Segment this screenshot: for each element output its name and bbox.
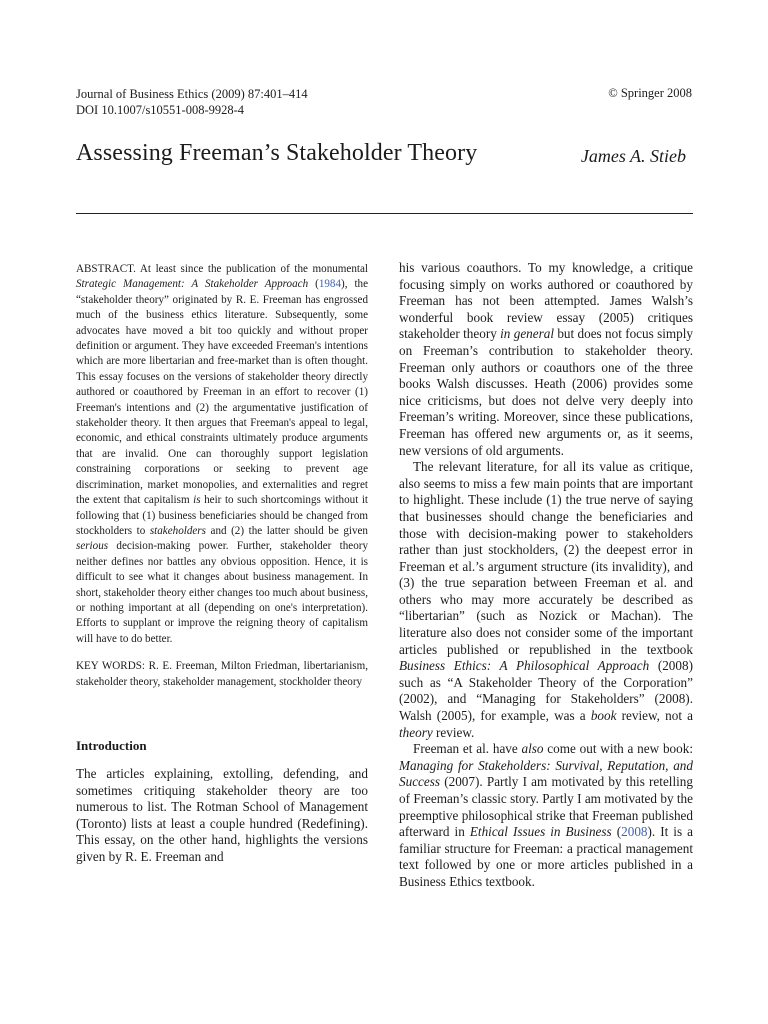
paragraph-text: The relevant literature, for all its value as critique, also seems to miss a few main points that are important to highlight. These include (1) the true nerve of saying that businesses should change the beneficiaries and those with decision-making power to stakeholders rather than just stockholders, (2) the deepest error in Freeman et al.’s argument structure (its invalidity), and (3) the true separation between Freeman et al. and others who may more accurately be described as “libertarian” (such as Nozick or Machan). The literature also does not consider some of the important articles published or republished in the textbook <box>399 459 693 657</box>
book-title: Business Ethics: A Philosophical Approach <box>399 658 650 674</box>
paragraph-text: ( <box>611 824 622 840</box>
abstract-book-title: Strategic Management: A Stakeholder Approach <box>76 278 309 291</box>
paragraph-emphasis: theory <box>399 724 433 740</box>
paragraph-emphasis: also <box>521 741 544 757</box>
introduction-paragraph: The articles explaining, extolling, defending, and sometimes critiquing stakeholder theory are too numerous to list. The Rotman School of Management (Toronto) lists at least a couple hundred (Redefining). This essay, on the other hand, highlights the versions given by R. E. Freeman and <box>76 765 368 864</box>
abstract-text: At least since the publication of the monumental <box>135 263 368 275</box>
paragraph-emphasis: in general <box>500 326 555 342</box>
title-divider <box>76 213 693 214</box>
keywords-text: R. E. Freeman, Milton Friedman, libertarianism, stakeholder theory, stakeholder management, stockholder theory <box>76 660 368 688</box>
abstract-emphasis: serious <box>76 540 109 553</box>
abstract-text: ), the “stakeholder theory” originated by R. E. Freeman has engrossed much of the business ethics literature. Subsequently, some advocates have moved a bit too quickly and without proper definition or argument. They have exceeded Freeman's intentions which are more libertarian and free-market than is often thought. This essay focuses on the versions of stakeholder theory directly authored or coauthored by Freeman in an effort to recover (1) Freeman's intentions and (2) the argumentative justification of stakeholder theory. It then argues that Freeman's appeal to legal, economic, and ethical constraints ultimately produce arguments that are invalid. One can thoroughly support legislation constraining corporations or seeking to prevent age discrimination, market monopolies, and externalities and regret the extent that capitalism <box>76 278 369 507</box>
abstract-text: decision-making power. Further, stakeholder theory neither defines nor battles any obvious opposition. Hence, it is difficult to see what it changes about business management. In short, stakeholder theory either changes too much about business, or nothing important at all (depending on one's interpretation). Efforts to supplant or improve the reigning theory of capitalism will have to do better. <box>76 540 368 645</box>
right-column <box>399 260 693 891</box>
journal-citation: Journal of Business Ethics (2009) 87:401–414 <box>76 87 308 101</box>
keywords <box>76 659 368 690</box>
body-paragraph-1 <box>399 260 693 459</box>
paragraph-emphasis: book <box>590 708 617 724</box>
paragraph-text: but does not focus simply on Freeman’s contribution to stakeholder theory. Freeman only authors or coauthors one of the three books Walsh discusses. Heath (2006) provides some nice criticisms, but does not delve very deeply into Freeman’s writing. Moreover, since these publications, Freeman has offered new arguments or, as it seems, new versions of old arguments. <box>399 326 693 458</box>
abstract <box>76 262 368 647</box>
abstract-text: and (2) the latter should be given <box>205 524 368 537</box>
article-title: Assessing Freeman’s Stakeholder Theory <box>76 140 478 166</box>
citation-link-2008[interactable]: 2008 <box>621 824 648 840</box>
left-column <box>76 262 368 866</box>
paragraph-text: (2007). Partly I am motivated by this retelling of Freeman’s classic story. Partly I am motivated by the preemptive philosophical strike that Freeman published afterward in <box>399 774 693 840</box>
body-paragraph-3 <box>399 741 693 890</box>
abstract-text: ( <box>308 278 319 291</box>
doi: DOI 10.1007/s10551-008-9928-4 <box>76 103 245 117</box>
abstract-text: heir to such shortcomings without it following that (1) business beneficiaries should be changed from stockholders to <box>76 494 369 537</box>
journal-metadata <box>76 86 308 118</box>
abstract-emphasis: is <box>193 494 201 507</box>
paragraph-text: come out with a new book: <box>543 741 693 757</box>
paragraph-text: ). It is a familiar structure for Freeman: a practical management text followed by one or more articles published in a Business Ethics textbook. <box>399 824 693 889</box>
abstract-label: ABSTRACT. <box>76 263 136 275</box>
book-title: Managing for Stakeholders: Survival, Reputation, and Success <box>399 757 693 790</box>
article-author: James A. Stieb <box>580 146 686 166</box>
section-heading-introduction: Introduction <box>76 737 147 753</box>
book-title: Ethical Issues in Business <box>469 824 612 840</box>
paragraph-text: review. <box>432 724 475 740</box>
paragraph-text: Freeman et al. have <box>413 741 522 757</box>
abstract-emphasis: stakeholders <box>149 524 206 537</box>
paragraph-text: his various coauthors. To my knowledge, a critique focusing simply on works authored or coauthored by Freeman has not been attempted. James Walsh’s wonderful book review essay (2005) critiques stakeholder theory <box>399 260 693 342</box>
keywords-label: KEY WORDS: <box>76 660 145 673</box>
paragraph-text: (2008) such as “A Stakeholder Theory of the Corporation” (2002), and “Managing for Stakeholders” (2008). Walsh (2005), for example, was a <box>399 658 693 724</box>
copyright-notice: © Springer 2008 <box>608 86 692 100</box>
body-paragraph-2 <box>399 459 693 741</box>
paragraph-text: review, not a <box>616 708 694 724</box>
citation-link-1984[interactable]: 1984 <box>318 278 341 291</box>
